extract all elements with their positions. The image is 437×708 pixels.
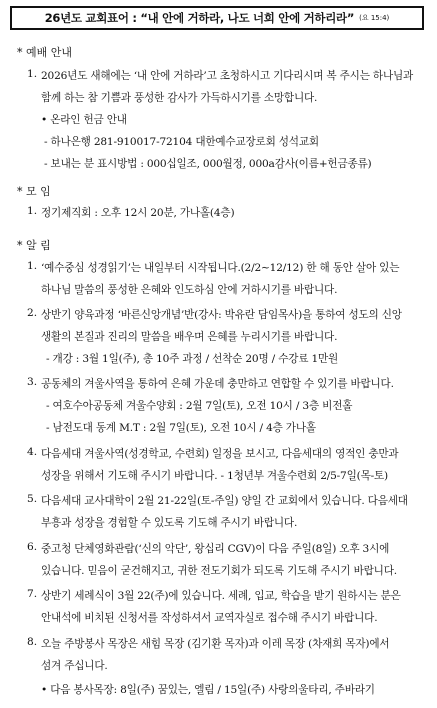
news-item-line: 다음세대 겨울사역(성경학교, 수련회) 일정을 보시고, 다음세대의 영적인 충만과 — [41, 448, 399, 460]
worship-heading: * 예배 안내 — [17, 46, 72, 59]
news-item-line: 중고청 단체영화관람(‘신의 악단’, 왕십리 CGV)이 다음 주일(8일) 오후 3시에 — [41, 543, 390, 555]
news-item-line: 다음세대 교사대학이 2월 21-22일(토-주일) 양일 간 교회에서 있습니다. 다음세대 — [41, 495, 408, 507]
news-item-number: 2. — [27, 307, 38, 319]
motto-reference: (요 15:4) — [359, 14, 390, 22]
news-item-line: 오늘 주방봉사 목장은 새힘 목장 (김기환 목자)과 이레 목장 (차재희 목자)에서 — [41, 638, 390, 650]
motto-banner — [10, 6, 424, 30]
online-offering-bullet: • 온라인 헌금 안내 — [41, 114, 127, 126]
news-item-line: 섬겨 주십니다. — [41, 660, 108, 672]
meeting-item-line: 정기제직회 : 오후 12시 20분, 가나홀(4층) — [41, 207, 235, 219]
news-item-number: 3. — [27, 376, 38, 388]
motto-title: 26년도 교회표어 : “내 안에 거하라, 나도 너희 안에 거하리라” — [44, 11, 355, 25]
news-item-line: 상반기 세례식이 3월 22(주)에 있습니다. 세례, 입교, 학습을 받기 원하시는 분은 — [41, 590, 401, 602]
news-item-number: 7. — [27, 588, 38, 600]
news-item-number: 4. — [27, 446, 38, 458]
news-item-number: 8. — [27, 636, 38, 648]
news-item-number: 5. — [27, 493, 38, 505]
news-item-line: 생활의 본질과 진리의 말씀을 배우며 은혜를 누리시기를 바랍니다. — [41, 331, 338, 343]
meeting-item-number: 1. — [27, 205, 38, 217]
worship-item-line: 2026년도 새해에는 ‘내 안에 거하라’고 초청하시고 기다리시며 복 주시는 하나님과 — [41, 70, 414, 82]
news-item-line: 있습니다. 믿음이 굳건해지고, 귀한 전도기회가 되도록 기도해 주시기 바랍니다. — [41, 565, 397, 577]
news-item-line: - 남전도대 동계 M.T : 2월 7일(토), 오전 10시 / 4층 가나홀 — [46, 422, 316, 434]
news-item-line: 안내석에 비치된 신청서를 작성하셔서 교역자실로 접수해 주시기 바랍니다. — [41, 612, 378, 624]
news-item-line: 하나님 말씀의 풍성한 은혜와 인도하심 안에 거하시기를 바랍니다. — [41, 284, 338, 296]
news-item-line: - 개강 : 3월 1일(주), 총 10주 과정 / 선착순 20명 / 수강료 1만원 — [46, 353, 339, 365]
sender-format: - 보내는 분 표시방법 : 000십일조, 000월정, 000a감사(이름+헌금종류) — [44, 158, 372, 170]
worship-item-line: 함께 하는 참 기쁨과 풍성한 감사가 가득하시기를 소망합니다. — [41, 92, 318, 104]
bank-account: - 하나은행 281-910017-72104 대한예수교장로회 성석교회 — [44, 136, 319, 148]
news-item-number: 6. — [27, 541, 38, 553]
news-item-line: 부흥과 성장을 경험할 수 있도록 기도해 주시기 바랍니다. — [41, 517, 298, 529]
news-heading: * 알 림 — [17, 239, 51, 252]
news-item-line: ‘예수중심 성경읽기’는 내일부터 시작됩니다.(2/2∼12/12) 한 해 동안 살아 있는 — [41, 262, 400, 274]
news-item-line: - 여호수아공동체 겨울수양회 : 2월 7일(토), 오전 10시 / 3층 비전홀 — [46, 400, 353, 412]
meeting-heading: * 모 임 — [17, 185, 51, 198]
worship-item-number: 1. — [27, 68, 38, 80]
news-item-number: 1. — [27, 260, 38, 272]
next-kitchen-service: • 다음 봉사목장: 8일(주) 꿈있는, 엘림 / 15일(주) 사랑의울타리, 주바라기 — [41, 684, 375, 696]
news-item-line: 공동체의 겨울사역을 통하여 은혜 가운데 충만하고 연합할 수 있기를 바랍니다. — [41, 378, 394, 390]
news-item-line: 상반기 양육과정 ‘바른신앙개념’반(강사: 박유란 담임목사)을 통하여 성도의 신앙 — [41, 309, 402, 321]
news-item-line: 성장을 위해서 기도해 주시기 바랍니다. - 1청년부 겨울수련회 2/5-7일(목-토) — [41, 470, 388, 482]
